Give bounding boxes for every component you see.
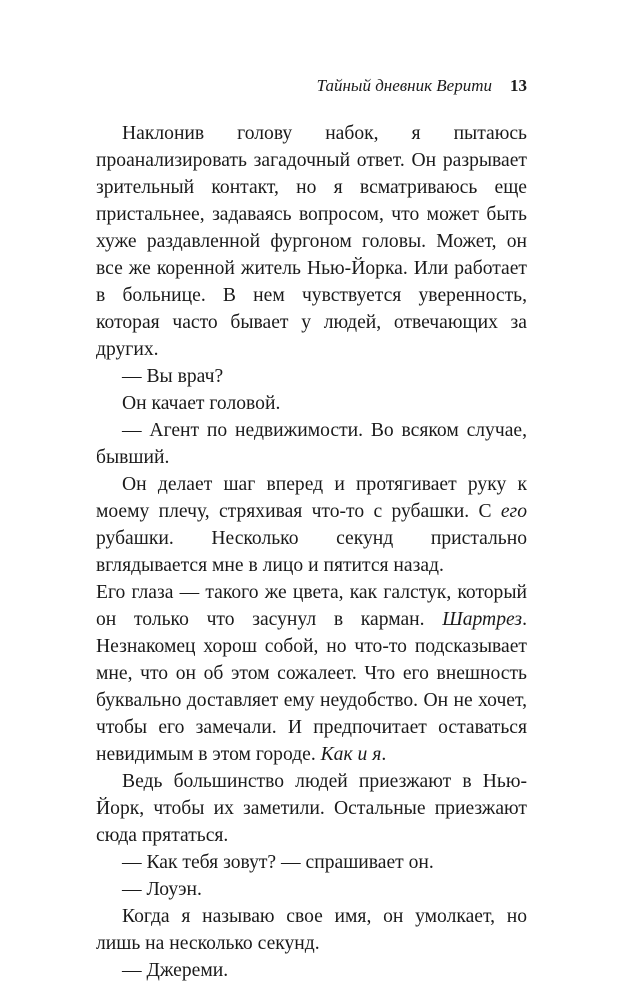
paragraph: — Джереми. bbox=[122, 960, 229, 981]
paragraph: Наклонив голову набок, я пытаюсь проанализировать загадочный ответ. Он разрывает зрительный контакт, но я всматриваюсь еще пристальнее, задаваясь вопросом, что может быть хуже раздавленной фургоном головы. Может, он все же коренной житель Нью-Йорка. Или работает в больнице. В нем чувствуется уверенность, которая часто бывает у людей, отвечающих за других. bbox=[96, 123, 527, 360]
page-number: 13 bbox=[510, 76, 527, 95]
paragraph: — Как тебя зовут? — спрашивает он. bbox=[122, 852, 434, 873]
paragraph: Он качает головой. bbox=[122, 393, 281, 414]
running-title: Тайный дневник Верити bbox=[316, 76, 492, 95]
paragraph: Он делает шаг вперед и протягивает руку к моему плечу, стряхивая что-то с рубашки. С его рубашки. Несколько секунд пристально вглядывается мне в лицо и пятится назад. bbox=[96, 474, 527, 576]
body-text bbox=[96, 120, 527, 984]
running-header bbox=[96, 76, 527, 104]
paragraph: Когда я называю свое имя, он умолкает, но лишь на несколько секунд. bbox=[96, 906, 527, 954]
paragraph: Его глаза — такого же цвета, как галстук, который он только что засунул в карман. Шартрез. Незнакомец хорош собой, но что-то подсказывает мне, что он об этом сожалеет. Что его внешность буквально доставляет ему неудобство. Он не хочет, чтобы его замечали. И предпочитает оставаться невидимым в этом городе. Как и я. bbox=[96, 582, 527, 765]
emphasis: его bbox=[500, 501, 527, 522]
emphasis: Как и я bbox=[320, 744, 382, 765]
paragraph: Ведь большинство людей приезжают в Нью-Йорк, чтобы их заметили. Остальные приезжают сюда прятаться. bbox=[96, 771, 527, 846]
emphasis: Шартрез bbox=[442, 609, 523, 630]
paragraph: — Лоуэн. bbox=[122, 879, 202, 900]
paragraph: — Вы врач? bbox=[122, 366, 224, 387]
paragraph: — Агент по недвижимости. Во всяком случае, бывший. bbox=[96, 420, 527, 468]
